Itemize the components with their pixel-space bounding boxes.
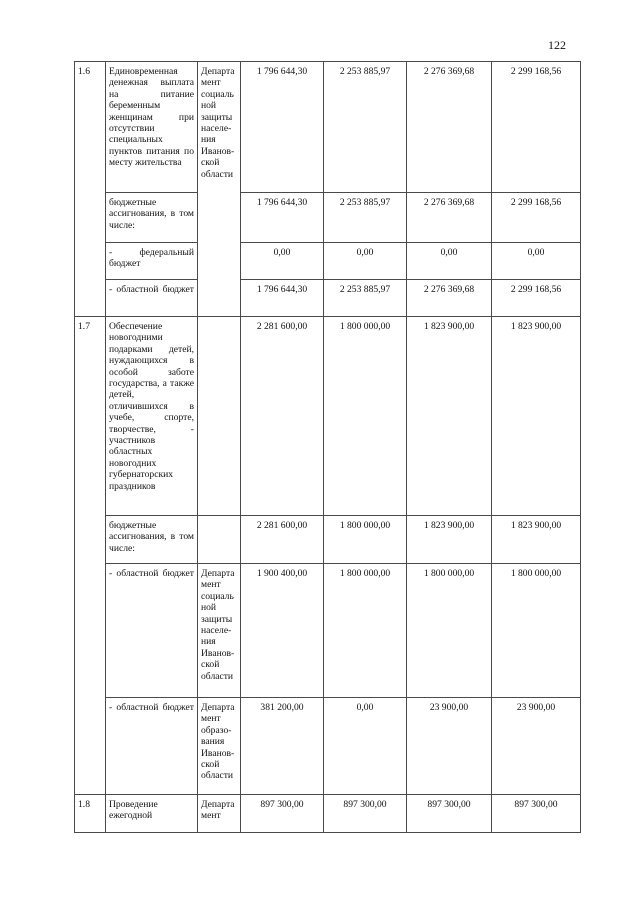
value-cell: 1 823 900,00 [407, 516, 492, 564]
value-cell: 2 253 885,97 [324, 280, 407, 317]
value-cell: 1 800 000,00 [324, 516, 407, 564]
value-cell: 2 253 885,97 [324, 193, 407, 243]
value-cell: 0,00 [324, 698, 407, 795]
item-name: Единовременная денежная выплата на питание беременным женщинам при отсутствии специальных пунктов питания по месту жительства [106, 62, 198, 193]
table-row [75, 564, 581, 698]
value-cell: 1 823 900,00 [492, 516, 581, 564]
table-row [75, 698, 581, 795]
executor-cell [198, 516, 241, 564]
item-name: Обеспечение новогодними подарками детей, нуждающихся в особой заботе государства, а также детей, отличившихся в учебе, спорте, творчестве, - участников областных новогодних губернаторских праздников [106, 317, 198, 516]
budget-label: - областной бюджет [106, 698, 198, 795]
value-cell: 2 281 600,00 [241, 317, 324, 516]
value-cell: 0,00 [241, 243, 324, 280]
value-cell: 2 276 369,68 [407, 280, 492, 317]
value-cell: 1 800 000,00 [324, 564, 407, 698]
budget-label: бюджетные ассигнования, в том числе: [106, 193, 198, 243]
item-number: 1.6 [75, 62, 106, 317]
item-name: Проведение ежегодной [106, 795, 198, 833]
executor-cell: Департа мент социаль ной защиты населе- ния Иванов- ской области [198, 62, 241, 317]
value-cell: 1 796 644,30 [241, 62, 324, 193]
item-number: 1.7 [75, 317, 106, 795]
value-cell: 1 823 900,00 [492, 317, 581, 516]
table-row [75, 243, 581, 280]
budget-table [74, 61, 581, 833]
value-cell: 23 900,00 [492, 698, 581, 795]
value-cell: 1 796 644,30 [241, 280, 324, 317]
value-cell: 2 299 168,56 [492, 280, 581, 317]
value-cell: 0,00 [324, 243, 407, 280]
table-row [75, 62, 581, 193]
budget-label: - областной бюджет [106, 280, 198, 317]
table-row [75, 193, 581, 243]
value-cell: 1 900 400,00 [241, 564, 324, 698]
executor-cell: Департа мент [198, 795, 241, 833]
value-cell: 0,00 [492, 243, 581, 280]
value-cell: 1 796 644,30 [241, 193, 324, 243]
value-cell: 23 900,00 [407, 698, 492, 795]
budget-label: бюджетные ассигнования, в том числе: [106, 516, 198, 564]
table-row [75, 280, 581, 317]
value-cell: 897 300,00 [407, 795, 492, 833]
item-number: 1.8 [75, 795, 106, 833]
table-row [75, 795, 581, 833]
value-cell: 1 800 000,00 [492, 564, 581, 698]
executor-cell [198, 317, 241, 516]
value-cell: 1 823 900,00 [407, 317, 492, 516]
table-row [75, 317, 581, 516]
value-cell: 0,00 [407, 243, 492, 280]
value-cell: 1 800 000,00 [324, 317, 407, 516]
page-number: 122 [548, 38, 566, 52]
table-row [75, 516, 581, 564]
budget-label: - федеральный бюджет [106, 243, 198, 280]
value-cell: 2 281 600,00 [241, 516, 324, 564]
value-cell: 2 276 369,68 [407, 193, 492, 243]
value-cell: 2 299 168,56 [492, 193, 581, 243]
value-cell: 381 200,00 [241, 698, 324, 795]
budget-label: - областной бюджет [106, 564, 198, 698]
value-cell: 2 299 168,56 [492, 62, 581, 193]
value-cell: 2 253 885,97 [324, 62, 407, 193]
value-cell: 2 276 369,68 [407, 62, 492, 193]
executor-cell: Департа мент образо- вания Иванов- ской области [198, 698, 241, 795]
value-cell: 897 300,00 [324, 795, 407, 833]
value-cell: 1 800 000,00 [407, 564, 492, 698]
executor-cell: Департа мент социаль ной защиты населе- ния Иванов- ской области [198, 564, 241, 698]
value-cell: 897 300,00 [492, 795, 581, 833]
value-cell: 897 300,00 [241, 795, 324, 833]
